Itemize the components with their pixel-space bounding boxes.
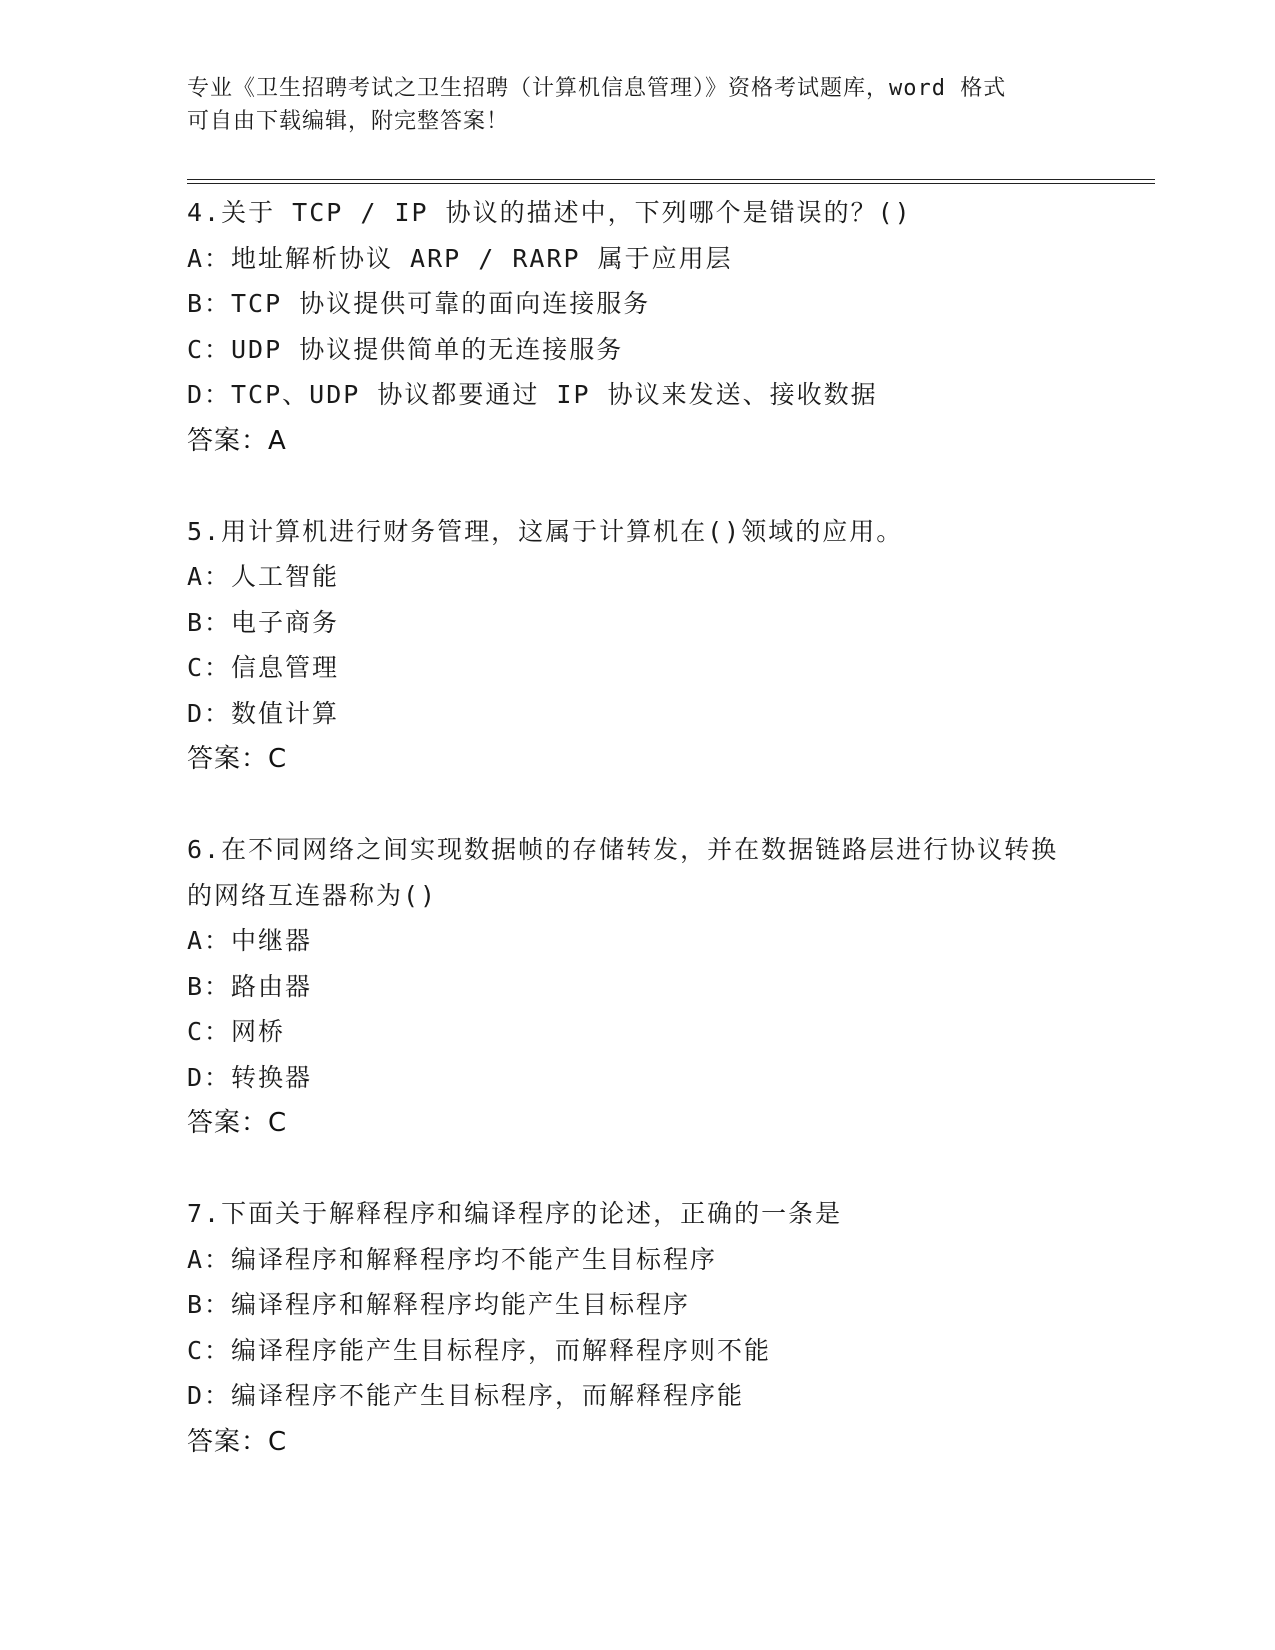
question-6: [187, 827, 1147, 1146]
header-divider: [187, 179, 1155, 184]
option-text: 编译程序能产生目标程序，而解释程序则不能: [231, 1335, 772, 1365]
option-key: D：: [187, 698, 232, 728]
option-key: B：: [187, 607, 232, 637]
header-line-2: 可自由下载编辑，附完整答案！: [187, 109, 510, 134]
option-key: D：: [187, 1062, 232, 1092]
option-key: D：: [187, 380, 232, 409]
answer-line: 答案：A: [187, 425, 287, 456]
option-a: [187, 918, 1147, 964]
option-text: 编译程序和解释程序均不能产生目标程序: [231, 1244, 718, 1274]
option-d: [187, 691, 1147, 737]
question-5: [187, 509, 1147, 783]
option-d: [187, 372, 1147, 418]
option-c: [187, 327, 1147, 373]
option-b: [187, 1282, 1147, 1328]
option-key: C：: [187, 653, 232, 682]
option-text: 人工智能: [231, 562, 340, 591]
option-d: [187, 1373, 1147, 1419]
option-key: C：: [187, 1335, 232, 1365]
option-key: A：: [187, 243, 232, 273]
option-a: [187, 554, 1147, 600]
option-key: B：: [187, 289, 232, 318]
answer-line: 答案：C: [187, 744, 288, 774]
option-key: A：: [187, 926, 232, 955]
option-text: 编译程序不能产生目标程序，而解释程序能: [231, 1381, 745, 1410]
option-key: A：: [187, 1244, 232, 1274]
document-header: [187, 72, 1067, 138]
option-text: 网桥: [231, 1017, 286, 1046]
option-key: B：: [187, 1290, 232, 1319]
option-c: [187, 645, 1147, 691]
question-4: [187, 190, 1147, 464]
header-line-1: 专业《卫生招聘考试之卫生招聘（计算机信息管理）》资格考试题库，word 格式: [187, 76, 1007, 101]
question-list: [187, 190, 1147, 1510]
option-text: 数值计算: [231, 698, 340, 728]
option-text: 地址解析协议 ARP / RARP 属于应用层: [231, 243, 733, 273]
option-text: 编译程序和解释程序均能产生目标程序: [231, 1290, 691, 1319]
option-b: [187, 600, 1147, 646]
option-key: A：: [187, 562, 232, 591]
option-text: TCP 协议提供可靠的面向连接服务: [231, 289, 651, 318]
question-7: [187, 1191, 1147, 1465]
question-stem: 6.在不同网络之间实现数据帧的存储转发，并在数据链路层进行协议转换的网络互连器称为(): [187, 835, 1059, 910]
option-text: 路由器: [231, 971, 313, 1001]
option-key: D：: [187, 1381, 232, 1410]
option-a: [187, 236, 1147, 282]
answer-line: 答案：C: [187, 1426, 288, 1457]
option-b: [187, 281, 1147, 327]
question-stem: 5.用计算机进行财务管理，这属于计算机在()领域的应用。: [187, 516, 904, 546]
option-c: [187, 1328, 1147, 1374]
option-text: 信息管理: [231, 653, 340, 682]
option-text: UDP 协议提供简单的无连接服务: [231, 334, 624, 364]
option-c: [187, 1009, 1147, 1055]
option-text: 电子商务: [231, 607, 340, 637]
option-text: TCP、UDP 协议都要通过 IP 协议来发送、接收数据: [231, 380, 878, 409]
option-key: C：: [187, 1017, 232, 1046]
option-text: 中继器: [231, 926, 313, 955]
option-d: [187, 1055, 1147, 1101]
option-key: C：: [187, 334, 232, 364]
question-stem: 4.关于 TCP / IP 协议的描述中，下列哪个是错误的？(): [187, 198, 912, 227]
question-stem: 7.下面关于解释程序和编译程序的论述，正确的一条是: [187, 1199, 843, 1228]
option-text: 转换器: [231, 1062, 313, 1092]
answer-line: 答案：C: [187, 1108, 288, 1138]
option-b: [187, 964, 1147, 1010]
option-key: B：: [187, 971, 232, 1001]
option-a: [187, 1237, 1147, 1283]
